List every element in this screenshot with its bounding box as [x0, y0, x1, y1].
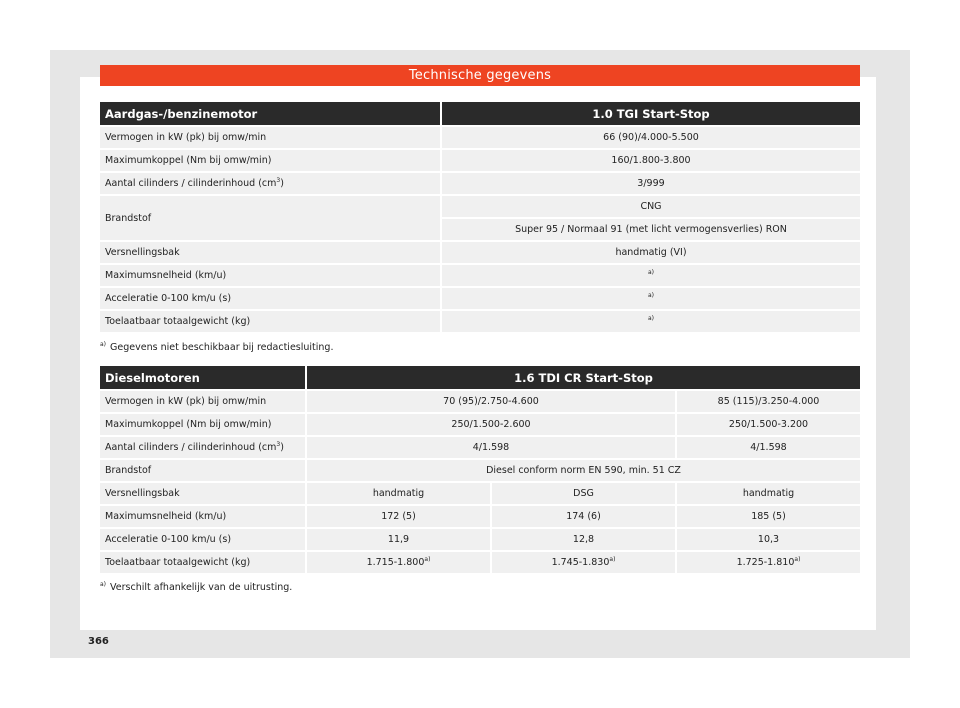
table-header-row [100, 102, 860, 125]
footnote [100, 582, 292, 593]
row-value: handmatig [675, 483, 860, 504]
table-row [100, 150, 860, 171]
row-value: 4/1.598 [675, 437, 860, 458]
table-row [100, 265, 860, 286]
footnote [100, 342, 333, 353]
row-value: 172 (5) [305, 506, 490, 527]
table-row [100, 552, 860, 573]
row-value: 11,9 [305, 529, 490, 550]
row-value: 70 (95)/2.750-4.600 [305, 391, 675, 412]
row-value: 10,3 [675, 529, 860, 550]
row-label: Vermogen in kW (pk) bij omw/min [100, 127, 440, 148]
row-label: Maximumkoppel (Nm bij omw/min) [100, 150, 440, 171]
row-value [490, 552, 675, 573]
table-header-engine: 1.0 TGI Start-Stop [440, 102, 860, 125]
row-value: 3/999 [440, 173, 860, 194]
table-row [100, 196, 860, 217]
row-label: Acceleratie 0-100 km/u (s) [100, 529, 305, 550]
table-row [100, 506, 860, 527]
table-row [100, 460, 860, 481]
weight-value: 1.725-1.810 [736, 557, 795, 568]
table-header-engine: 1.6 TDI CR Start-Stop [305, 366, 860, 389]
row-label: Toelaatbaar totaalgewicht (kg) [100, 311, 440, 332]
table-row [100, 288, 860, 309]
row-value: Super 95 / Normaal 91 (met licht vermogensverlies) RON [440, 219, 860, 240]
table-row [100, 391, 860, 412]
section-banner: Technische gegevens [100, 65, 860, 86]
row-value [440, 265, 860, 286]
footnote-mark: a) [100, 340, 107, 348]
row-value: 185 (5) [675, 506, 860, 527]
row-value: 12,8 [490, 529, 675, 550]
row-label: Versnellingsbak [100, 483, 305, 504]
weight-value: 1.745-1.830 [551, 557, 610, 568]
row-value: 174 (6) [490, 506, 675, 527]
row-value: DSG [490, 483, 675, 504]
row-value [440, 288, 860, 309]
footnote-ref: a) [609, 555, 616, 563]
row-value [305, 552, 490, 573]
row-label: Vermogen in kW (pk) bij omw/min [100, 391, 305, 412]
cyl-label-end: ) [280, 178, 284, 189]
table-row [100, 173, 860, 194]
row-value: 250/1.500-2.600 [305, 414, 675, 435]
row-value: handmatig [305, 483, 490, 504]
row-label: Brandstof [100, 460, 305, 481]
table-row [100, 414, 860, 435]
footnote-ref: a) [647, 291, 655, 299]
row-label [100, 173, 440, 194]
gas-engine-table [100, 100, 860, 334]
footnote-text: Gegevens niet beschikbaar bij redactiesluiting. [110, 342, 334, 353]
row-label: Toelaatbaar totaalgewicht (kg) [100, 552, 305, 573]
row-value: 250/1.500-3.200 [675, 414, 860, 435]
row-value [675, 552, 860, 573]
row-value: handmatig (VI) [440, 242, 860, 263]
cyl-label-end: ) [280, 442, 284, 453]
footnote-ref: a) [647, 268, 655, 276]
superscript: 3 [276, 176, 281, 184]
row-label: Brandstof [100, 196, 440, 240]
row-label: Maximumsnelheid (km/u) [100, 506, 305, 527]
superscript: 3 [276, 440, 281, 448]
table-row [100, 127, 860, 148]
row-value: 160/1.800-3.800 [440, 150, 860, 171]
table-row [100, 529, 860, 550]
cyl-label-text: Aantal cilinders / cilinderinhoud (cm [105, 178, 277, 189]
row-label: Maximumsnelheid (km/u) [100, 265, 440, 286]
table-row [100, 437, 860, 458]
table-header-row [100, 366, 860, 389]
footnote-mark: a) [100, 580, 107, 588]
row-value: CNG [440, 196, 860, 217]
footnote-ref: a) [794, 555, 801, 563]
footnote-ref: a) [424, 555, 431, 563]
table-row [100, 242, 860, 263]
row-value [440, 311, 860, 332]
table-header-label: Dieselmotoren [100, 366, 305, 389]
footnote-text: Verschilt afhankelijk van de uitrusting. [110, 582, 293, 593]
page-number: 366 [88, 636, 109, 647]
table-row [100, 311, 860, 332]
row-label: Maximumkoppel (Nm bij omw/min) [100, 414, 305, 435]
weight-value: 1.715-1.800 [366, 557, 425, 568]
row-value: 4/1.598 [305, 437, 675, 458]
row-value: Diesel conform norm EN 590, min. 51 CZ [305, 460, 860, 481]
cyl-label-text: Aantal cilinders / cilinderinhoud (cm [105, 442, 277, 453]
row-label: Versnellingsbak [100, 242, 440, 263]
row-label [100, 437, 305, 458]
table-header-label: Aardgas-/benzinemotor [100, 102, 440, 125]
footnote-ref: a) [647, 314, 655, 322]
row-label: Acceleratie 0-100 km/u (s) [100, 288, 440, 309]
row-value: 66 (90)/4.000-5.500 [440, 127, 860, 148]
diesel-engine-table [100, 364, 860, 575]
table-row [100, 483, 860, 504]
row-value: 85 (115)/3.250-4.000 [675, 391, 860, 412]
